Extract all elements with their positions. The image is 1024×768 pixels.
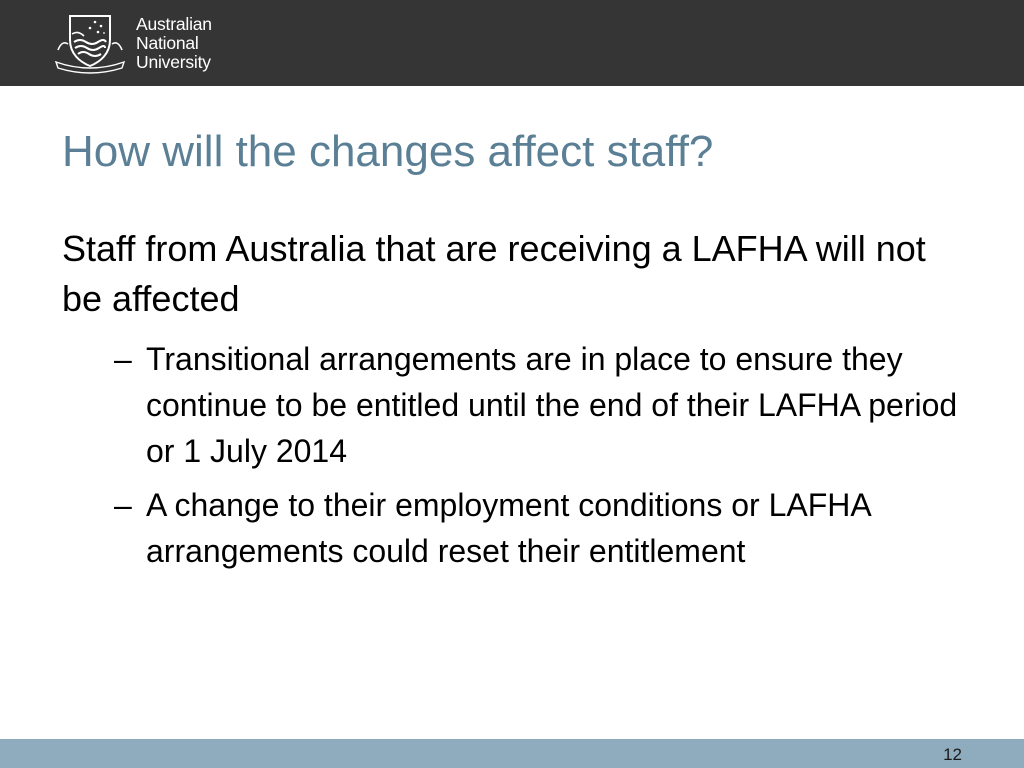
lead-point: Staff from Australia that are receiving a LAFHA will not be affected: [62, 228, 926, 319]
sub-point-list: [62, 336, 962, 574]
sub-point-text: A change to their employment conditions or LAFHA arrangements could reset their entitlement: [146, 487, 870, 569]
logo-line-2: National: [136, 33, 199, 53]
dash-bullet: –: [114, 487, 132, 523]
sub-point: [62, 336, 962, 474]
anu-crest-icon: [52, 10, 128, 74]
dash-bullet: –: [114, 341, 132, 377]
header-bar: [0, 0, 1024, 86]
logo-line-1: Australian: [136, 14, 212, 34]
page-number: 12: [943, 745, 962, 764]
sub-point-text: Transitional arrangements are in place to ensure they continue to be entitled until the end of their LAFHA period or 1 July 2014: [146, 341, 958, 469]
university-logo: [52, 10, 232, 74]
slide-title: How will the changes affect staff?: [62, 127, 714, 176]
slide-content: [62, 224, 962, 582]
logo-line-3: University: [136, 52, 211, 72]
sub-point: [62, 482, 962, 574]
footer-bar: [0, 739, 1024, 768]
university-name: [136, 15, 212, 72]
